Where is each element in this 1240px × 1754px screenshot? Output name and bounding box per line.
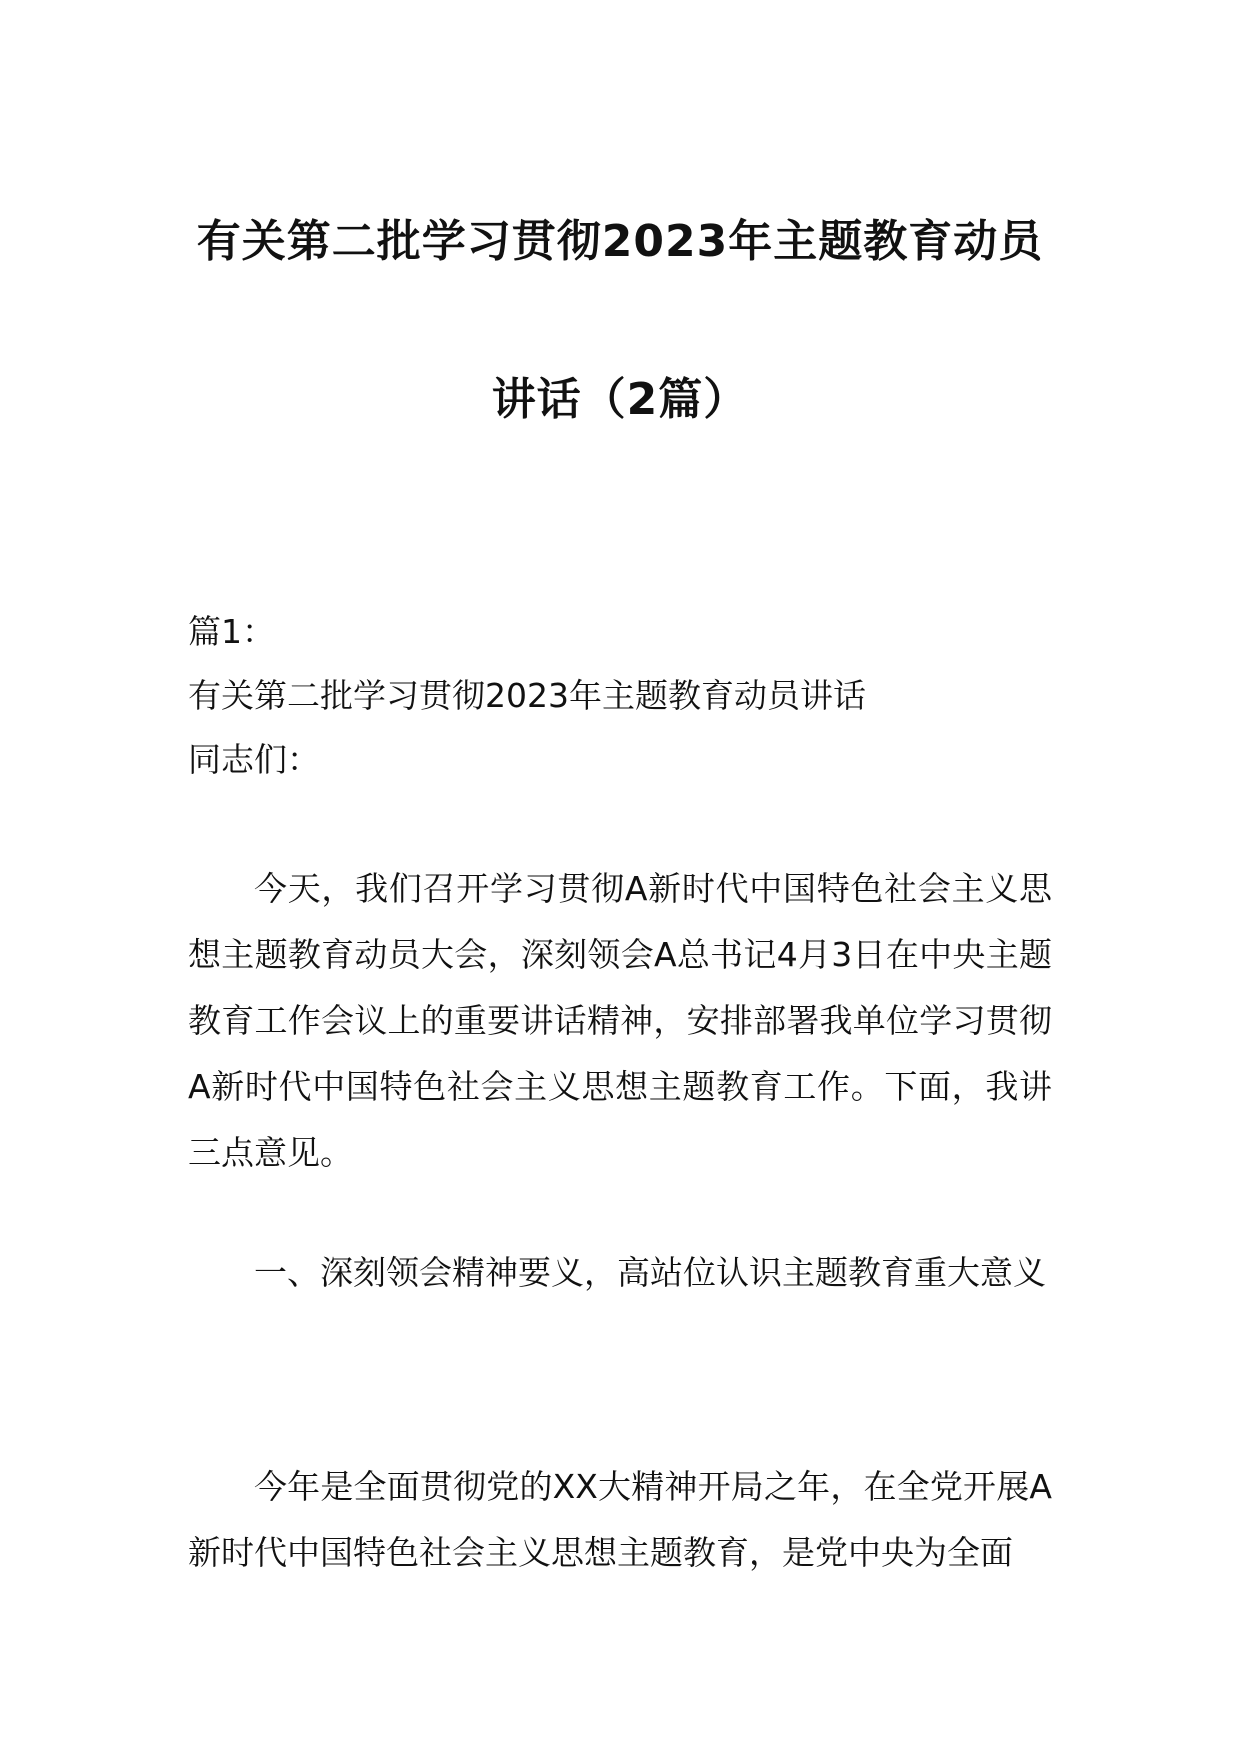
section-label: 篇1： xyxy=(188,612,275,651)
section-heading-one: 一、深刻领会精神要义，高站位认识主题教育重大意义 xyxy=(254,1253,1046,1292)
salutation: 同志们： xyxy=(188,740,320,779)
body-paragraph-intro: 今天，我们召开学习贯彻A新时代中国特色社会主义思想主题教育动员大会，深刻领会A总书记4月3日在中央主题教育工作会议上的重要讲话精神，安排部署我单位学习贯彻A新时代中国特色社会主义思想主题教育工作。下面，我讲三点意见。 xyxy=(188,869,1052,1172)
document-title-line-2: 讲话（2篇） xyxy=(491,374,749,425)
body-paragraph-two: 今年是全面贯彻党的XX大精神开局之年，在全党开展A新时代中国特色社会主义思想主题教育，是党中央为全面 xyxy=(188,1467,1052,1572)
document-title-line-1: 有关第二批学习贯彻2023年主题教育动员 xyxy=(196,216,1044,267)
section-subtitle: 有关第二批学习贯彻2023年主题教育动员讲话 xyxy=(188,676,866,715)
